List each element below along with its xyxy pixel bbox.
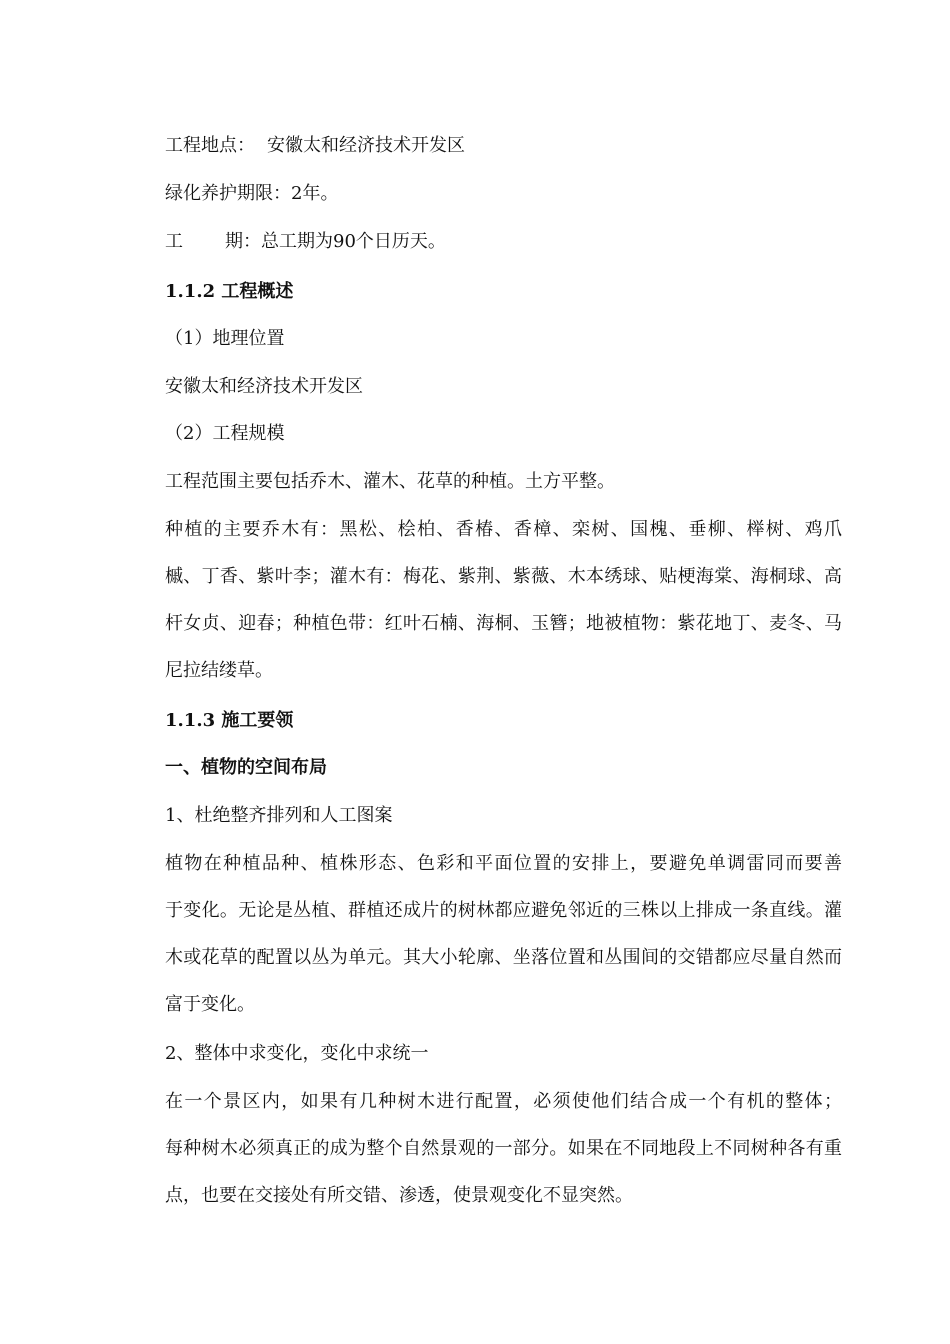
- species-line: 种植的主要乔木有：黑松、桧柏、香椿、香樟、栾树、国槐、垂柳、榉树、鸡爪: [165, 519, 842, 540]
- period-label-a: 工: [165, 231, 183, 252]
- heading-one: 一、植物的空间布局: [165, 757, 327, 778]
- paragraph-1-line: 植物在种植品种、植株形态、色彩和平面位置的安排上，要避免单调雷同而要善: [165, 853, 842, 874]
- site-value: 安徽太和经济技术开发区: [267, 135, 465, 156]
- point-2-label: 2、整体中求变化，变化中求统一: [165, 1043, 429, 1064]
- item-2-label: （2）工程规模: [165, 423, 285, 444]
- section-112-heading: 1.1.2 工程概述: [165, 281, 294, 302]
- species-line: 槭、丁香、紫叶李；灌木有：梅花、紫荆、紫薇、木本绣球、贴梗海棠、海桐球、高: [165, 566, 842, 587]
- site-label: 工程地点：: [165, 135, 255, 156]
- paragraph-2-line: 点，也要在交接处有所交错、渗透，使景观变化不显突然。: [165, 1185, 633, 1206]
- paragraph-2-line: 每种树木必须真正的成为整个自然景观的一部分。如果在不同地段上不同树种各有重: [165, 1138, 842, 1159]
- paragraph-1-line: 木或花草的配置以丛为单元。其大小轮廓、坐落位置和丛围间的交错都应尽量自然而: [165, 947, 842, 968]
- species-line: 杆女贞、迎春；种植色带：红叶石楠、海桐、玉簪；地被植物：紫花地丁、麦冬、马: [165, 613, 842, 634]
- paragraph-2-line: 在一个景区内，如果有几种树木进行配置，必须使他们结合成一个有机的整体；: [165, 1091, 842, 1112]
- paragraph-1-line: 富于变化。: [165, 994, 255, 1015]
- scope-text: 工程范围主要包括乔木、灌木、花草的种植。土方平整。: [165, 471, 615, 492]
- maintenance-line: 绿化养护期限：2年。: [165, 183, 339, 204]
- species-line: 尼拉结缕草。: [165, 660, 273, 681]
- site-line: [165, 134, 465, 158]
- section-113-heading: 1.1.3 施工要领: [165, 710, 294, 731]
- paragraph-2: [165, 1078, 842, 1219]
- paragraph-1-line: 于变化。无论是丛植、群植还成片的树林都应避免邻近的三株以上排成一条直线。灌: [165, 900, 842, 921]
- species-paragraph: [165, 506, 842, 694]
- period-line: [165, 230, 446, 254]
- period-label-b: 期：总工期为90个日历天。: [225, 231, 446, 252]
- paragraph-1: [165, 840, 842, 1028]
- point-1-label: 1、杜绝整齐排列和人工图案: [165, 805, 393, 826]
- location-text: 安徽太和经济技术开发区: [165, 376, 363, 397]
- item-1-label: （1）地理位置: [165, 328, 285, 349]
